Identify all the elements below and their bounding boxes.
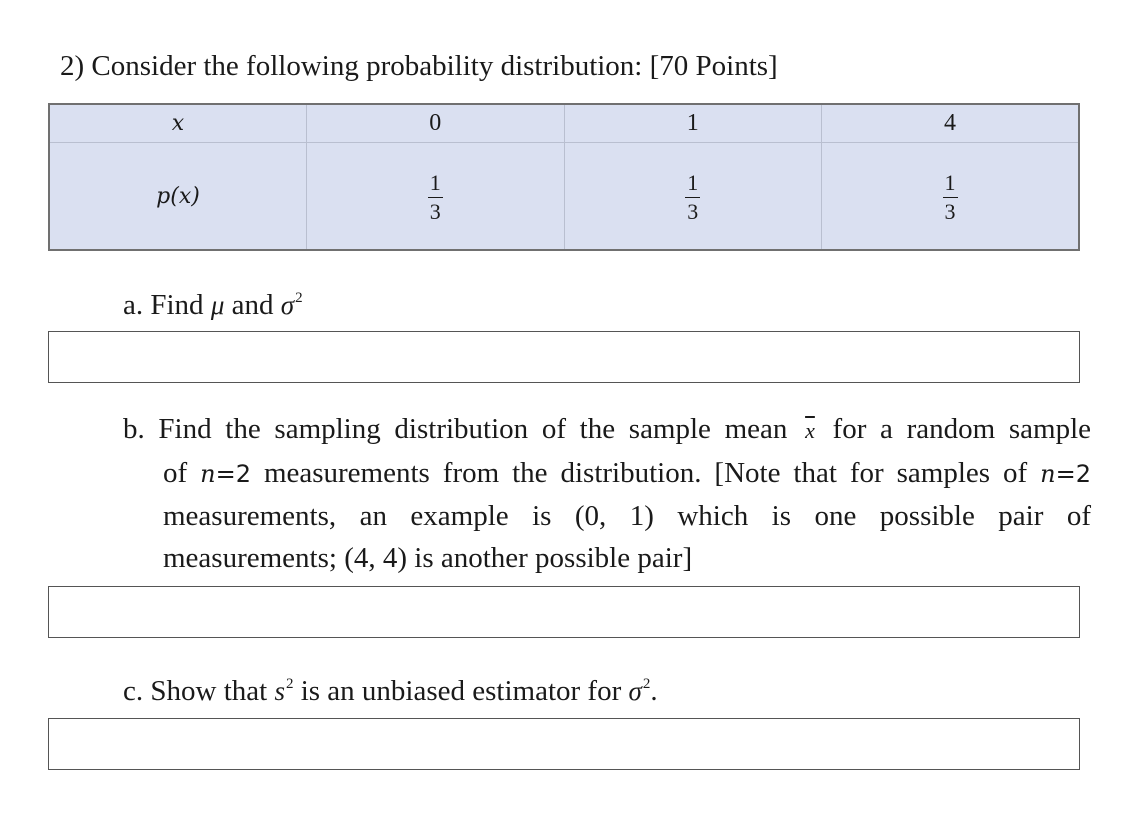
fraction-numerator: 1: [943, 172, 958, 198]
probability-cell: [307, 143, 565, 251]
probability-cell: [564, 143, 822, 251]
part-c-prompt: c. Show that $s^2$ is an unbiased estimator for $\sigma^2$.: [123, 675, 658, 707]
answer-box-c[interactable]: [48, 718, 1080, 770]
fraction: [685, 169, 700, 224]
superscript: 2: [642, 676, 651, 692]
sigma-symbol: σ: [280, 290, 295, 320]
table-row-px: [49, 143, 1079, 251]
probability-table: [48, 103, 1080, 251]
part-b-line: measurements, an example is (0, 1) which is one possible pair of: [163, 500, 1091, 532]
part-b-line: b. Find the sampling distribution of the sample mean $\overline{x}$ for a random sample: [123, 413, 1092, 445]
fraction-denominator: 3: [944, 198, 956, 224]
row-label-x: x: [49, 104, 307, 143]
sigma-symbol: σ: [628, 676, 642, 706]
part-b-prompt: [123, 408, 1091, 579]
superscript: 2: [295, 290, 303, 306]
mu-symbol: μ: [210, 290, 225, 320]
answer-box-a[interactable]: [48, 331, 1080, 383]
table-row-x: [49, 104, 1079, 143]
fraction: [943, 169, 958, 224]
part-a-prompt: a. Find μ and $\sigma^2$: [123, 289, 303, 321]
answer-box-b[interactable]: [48, 586, 1080, 638]
probability-cell: [822, 143, 1080, 251]
x-value-cell: 0: [307, 104, 565, 143]
fraction-numerator: 1: [685, 172, 700, 198]
fraction: [428, 169, 443, 224]
part-b-line: measurements; (4, 4) is another possible pair]: [163, 542, 693, 574]
superscript: 2: [285, 676, 294, 692]
x-value-cell: 1: [564, 104, 822, 143]
x-value-cell: 4: [822, 104, 1080, 143]
fraction-denominator: 3: [429, 198, 441, 224]
fraction-denominator: 3: [687, 198, 699, 224]
row-label-px: p(x): [49, 143, 307, 251]
fraction-numerator: 1: [428, 172, 443, 198]
xbar-symbol: $\overline{x}$: [805, 418, 815, 443]
question-title: 2) Consider the following probability distribution: [70 Points]: [60, 50, 778, 82]
part-b-line: of n=2 measurements from the distribution. [Note that for samples of n=2: [163, 457, 1091, 489]
s-symbol: s: [274, 676, 285, 706]
